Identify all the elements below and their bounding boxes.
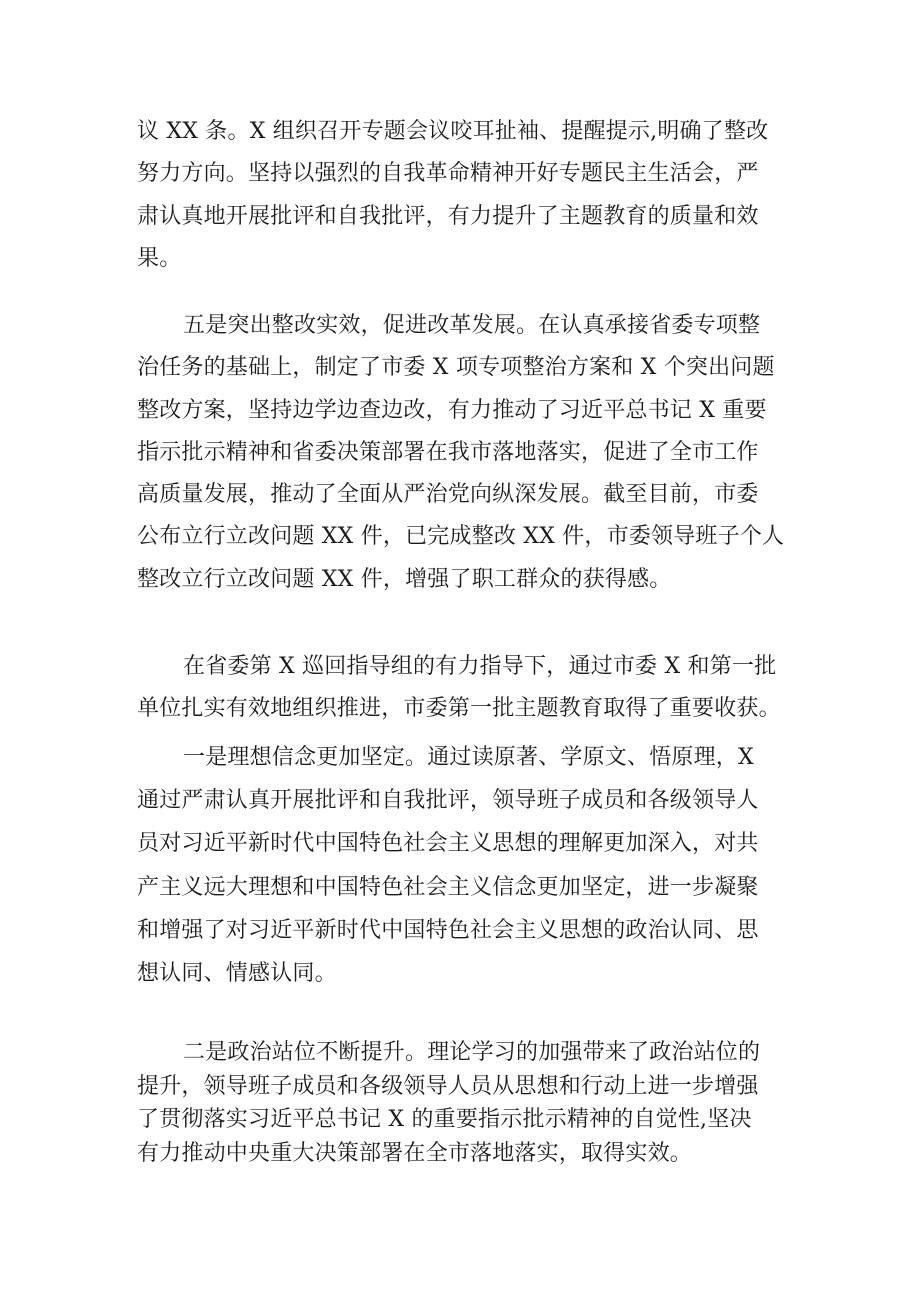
text-line: 有力推动中央重大决策部署在全市落地落实，取得实效。	[137, 1140, 693, 1166]
text-line: 二是政治站位不断提升。理论学习的加强带来了政治站位的	[183, 1040, 761, 1065]
text-line: 一是理想信念更加坚定。通过读原著、学原文、悟原理，X	[183, 745, 754, 770]
text-line: 五是突出整改实效，促进改革发展。在认真承接省委专项整	[183, 313, 761, 338]
text-line: 整改方案，坚持边学边查边改，有力推动了习近平总书记 X 重要	[137, 397, 767, 423]
paragraph-4	[137, 736, 797, 995]
text-line: 想认同、情感认同。	[137, 960, 337, 986]
text-line: 产主义远大理想和中国特色社会主义信念更加坚定，进一步凝聚	[137, 874, 759, 900]
text-line: 单位扎实有效地组织推进，市委第一批主题教育取得了重要收获。	[137, 696, 781, 722]
text-line: 通过严肃认真开展批评和自我批评，领导班子成员和各级领导人	[137, 788, 759, 814]
text-line: 员对习近平新时代中国特色社会主义思想的理解更加深入，对共	[137, 831, 759, 857]
paragraph-1	[137, 111, 797, 280]
text-line: 提升，领导班子成员和各级领导人员从思想和行动上进一步增强	[137, 1073, 759, 1099]
text-line: 整改立行立改问题 XX 件，增强了职工群众的获得感。	[137, 566, 672, 592]
text-line: 高质量发展，推动了全面从严治党向纵深发展。截至目前，市委	[137, 482, 759, 508]
paragraph-2	[137, 305, 797, 601]
text-line: 肃认真地开展批评和自我批评，有力提升了主题教育的质量和效	[137, 203, 759, 229]
text-line: 了贯彻落实习近平总书记 X 的重要指示批示精神的自觉性,坚决	[137, 1107, 752, 1132]
text-line: 努力方向。坚持以强烈的自我革命精神开好专题民主生活会，严	[137, 161, 759, 187]
text-line: 指示批示精神和省委决策部署在我市落地落实，促进了全市工作	[137, 439, 759, 465]
text-line: 公布立行立改问题 XX 件，已完成整改 XX 件，市委领导班子个人	[137, 524, 785, 550]
text-line: 在省委第 X 巡回指导组的有力指导下，通过市委 X 和第一批	[183, 654, 777, 679]
text-line: 议 XX 条。X 组织召开专题会议咬耳扯袖、提醒提示,明确了整改	[137, 119, 769, 144]
text-line: 和增强了对习近平新时代中国特色社会主义思想的政治认同、思	[137, 917, 759, 943]
text-line: 治任务的基础上，制定了市委 X 项专项整治方案和 X 个突出问题	[137, 355, 775, 381]
text-line: 果。	[137, 245, 182, 271]
paragraph-3	[137, 646, 797, 731]
paragraph-5	[137, 1036, 797, 1170]
